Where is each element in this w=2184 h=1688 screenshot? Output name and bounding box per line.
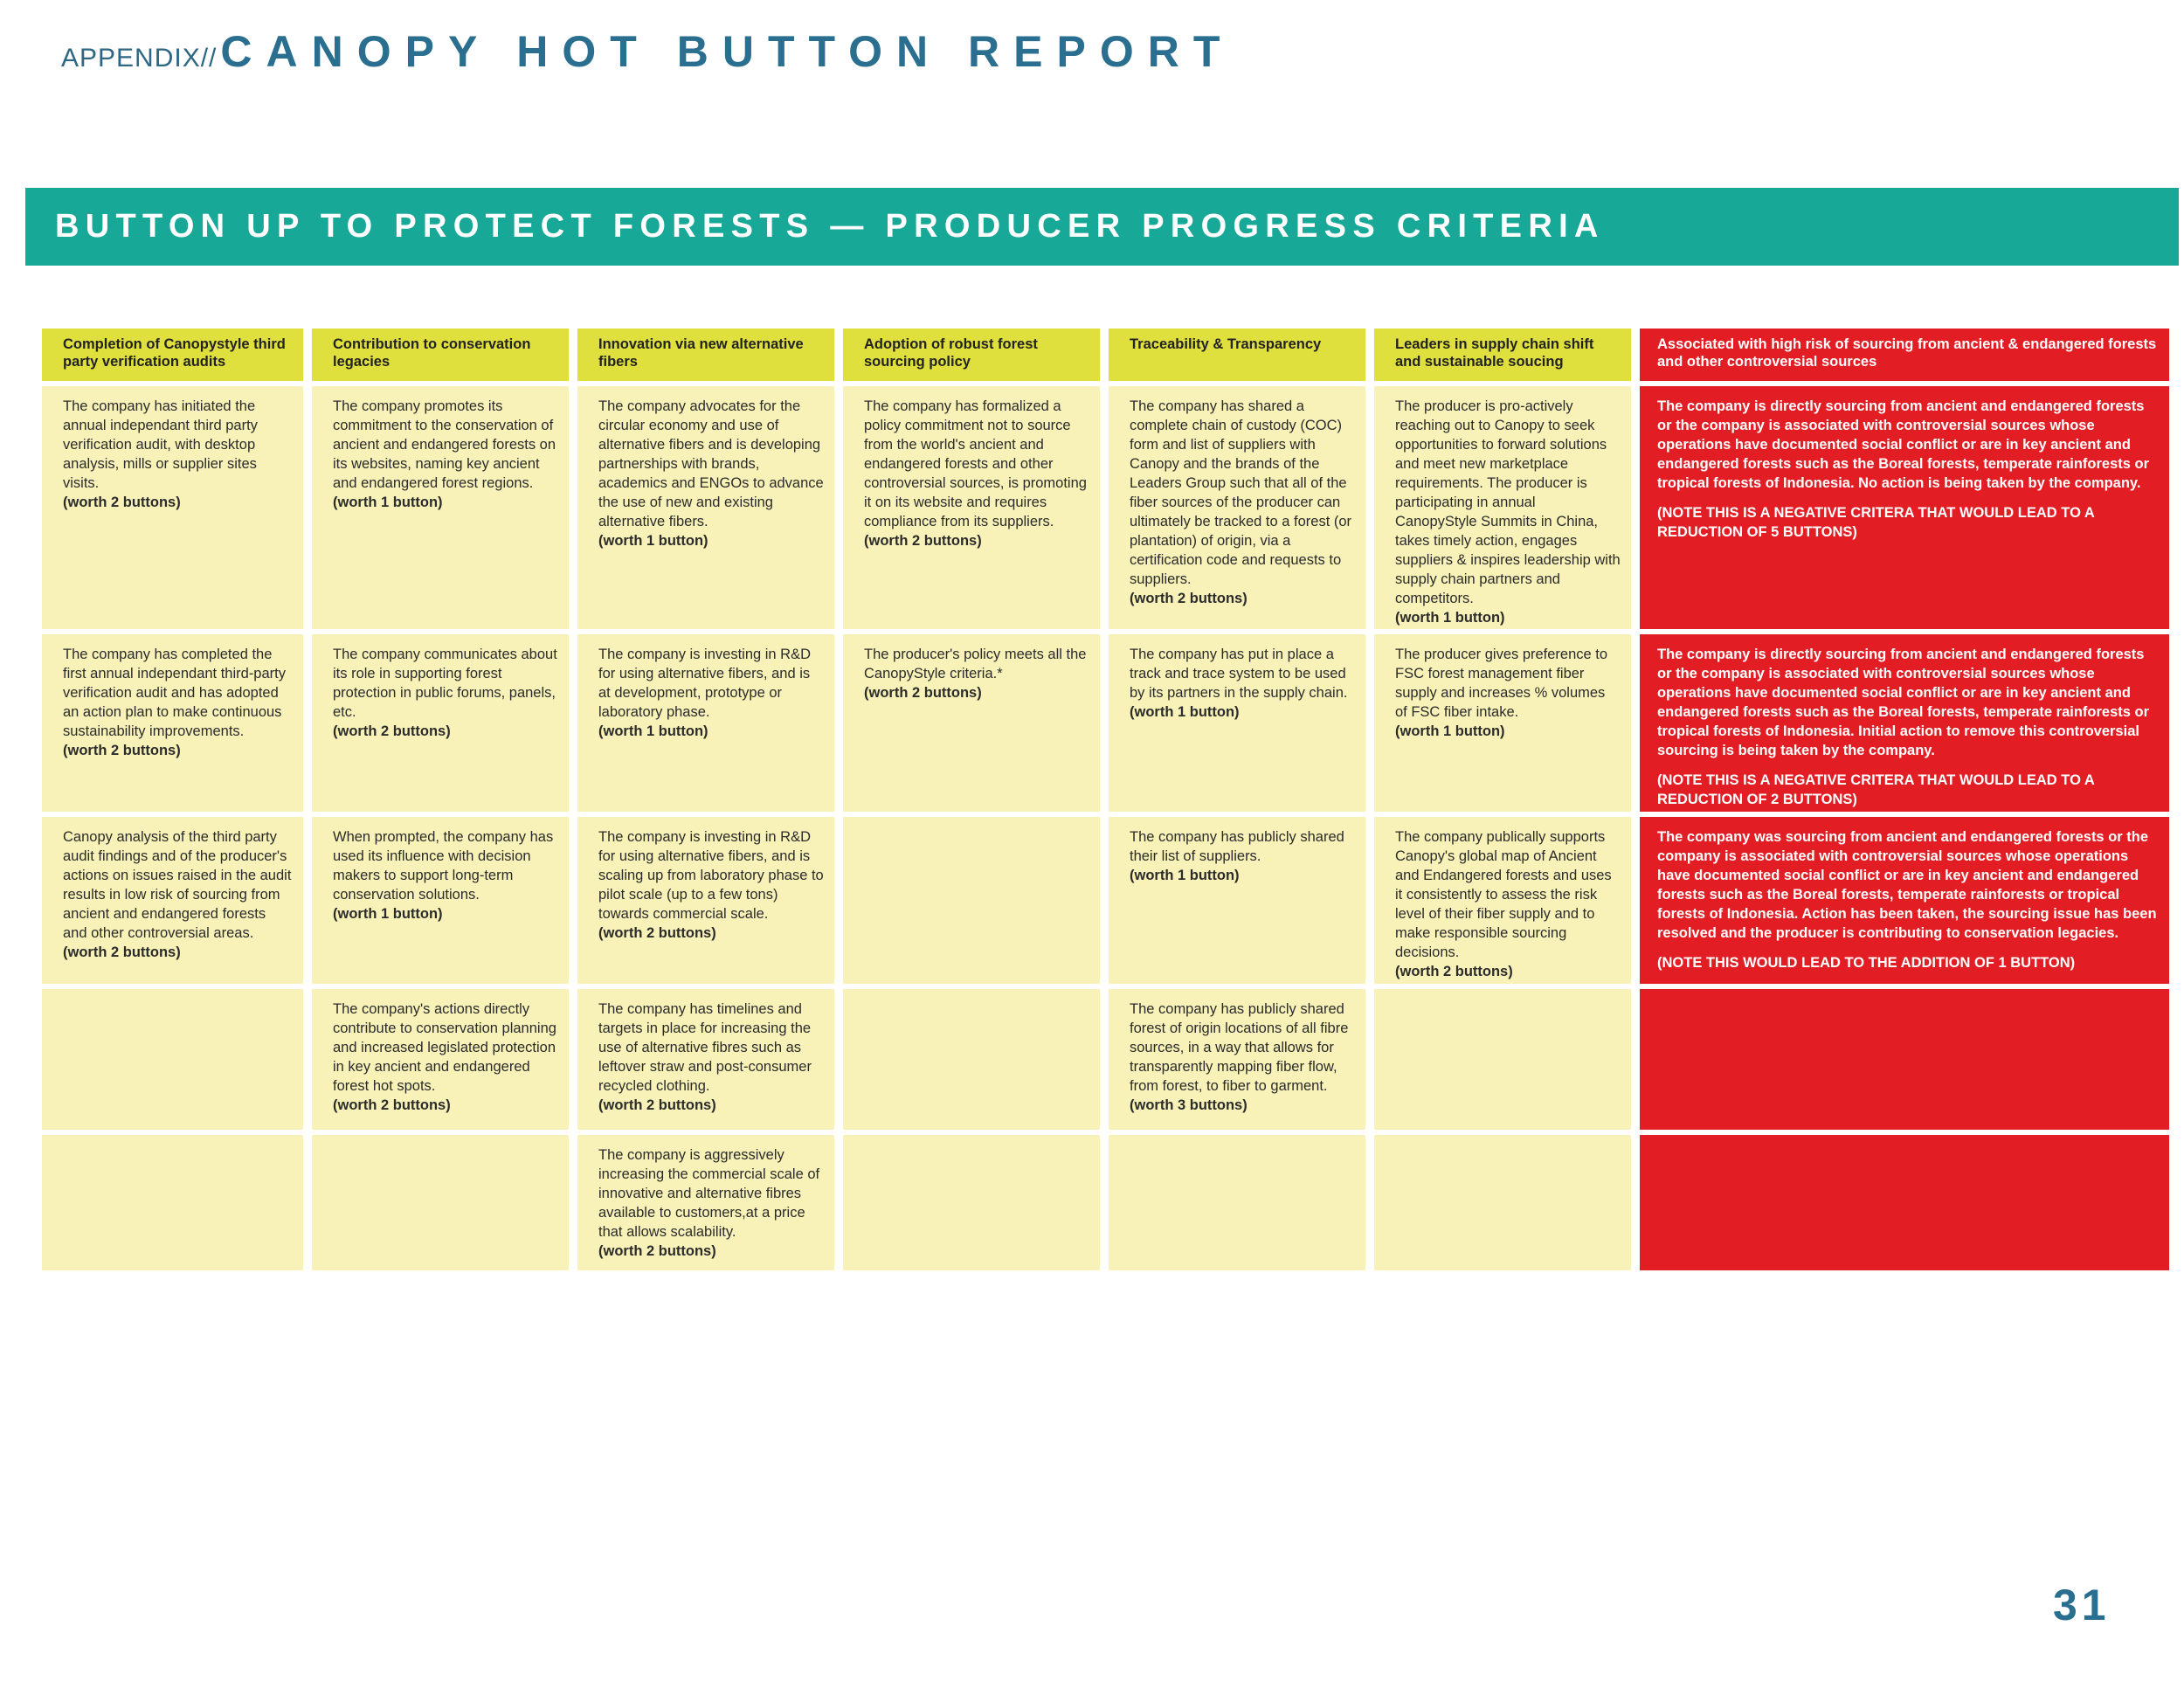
- criteria-text: The company is aggressively increasing the commercial scale of innovative and alternative fibres available to customers,at a price that allows scalability.: [598, 1147, 820, 1240]
- criteria-cell: [1109, 386, 1365, 629]
- criteria-cell: [843, 634, 1100, 812]
- button-worth: (worth 2 buttons): [598, 925, 716, 941]
- criteria-text: The producer's policy meets all the CanopyStyle criteria.*: [864, 647, 1087, 681]
- column-header: Associated with high risk of sourcing from ancient & endangered forests and other controversial sources: [1640, 329, 2169, 381]
- button-worth: (worth 2 buttons): [1395, 964, 1513, 979]
- criteria-cell: [312, 1135, 569, 1270]
- criteria-text: The company is investing in R&D for using alternative fibers, and is at development, prototype or laboratory phase.: [598, 647, 812, 720]
- criteria-text: The company has completed the first annual independant third-party verification audit and has adopted an action plan to make continuous sustainability improvements.: [63, 647, 286, 739]
- button-worth: (worth 1 button): [333, 906, 443, 922]
- criteria-cell: [577, 1135, 834, 1270]
- button-worth: (worth 1 button): [1395, 610, 1505, 626]
- criteria-text: When prompted, the company has used its influence with decision makers to support long-term conservation solutions.: [333, 829, 554, 903]
- column-header: Leaders in supply chain shift and sustainable soucing: [1374, 329, 1631, 381]
- criteria-cell: [1109, 634, 1365, 812]
- criteria-cell: [1109, 817, 1365, 984]
- criteria-cell: [1374, 1135, 1631, 1270]
- button-worth: (worth 1 button): [598, 723, 708, 739]
- button-worth: (worth 1 button): [333, 495, 443, 510]
- criteria-text: The company has timelines and targets in place for increasing the use of alternative fibres such as leftover straw and post-consumer recycled clothing.: [598, 1001, 812, 1094]
- button-worth: (worth 1 button): [1130, 868, 1240, 883]
- negative-criteria-cell: [1640, 386, 2169, 629]
- report-title: CANOPY HOT BUTTON REPORT: [220, 27, 1234, 76]
- criteria-cell: [312, 989, 569, 1130]
- criteria-text: The company has formalized a policy commitment not to source from the world's ancient and endangered forests and other controversial sources, is promoting it on its website and requires compliance from its suppliers.: [864, 398, 1087, 529]
- criteria-cell: [843, 817, 1100, 984]
- criteria-text: The company has initiated the annual independant third party verification audit, with desktop analysis, mills or supplier sites visits.: [63, 398, 258, 491]
- criteria-text: The company promotes its commitment to the conservation of ancient and endangered forests on its websites, naming key ancient and endangered forest regions.: [333, 398, 556, 491]
- criteria-cell: [1109, 1135, 1365, 1270]
- page-number: 31: [2053, 1581, 2111, 1629]
- criteria-text: The producer is pro-actively reaching out to Canopy to seek opportunities to forward solutions and meet new marketplace requirements. The producer is participating in annual CanopyStyle Summits in China, takes timely action, engages suppliers & inspires leadership with supply chain partners and competitors.: [1395, 398, 1621, 606]
- button-worth: (worth 2 buttons): [63, 743, 181, 758]
- negative-criteria-cell: [1640, 634, 2169, 812]
- negative-criteria-cell: [1640, 989, 2169, 1130]
- criteria-cell: [1374, 386, 1631, 629]
- button-worth: (worth 2 buttons): [598, 1097, 716, 1113]
- criteria-text: The company's actions directly contribute to conservation planning and increased legislated protection in key ancient and endangered forest hot spots.: [333, 1001, 556, 1094]
- criteria-cell: [42, 1135, 303, 1270]
- criteria-cell: [42, 634, 303, 812]
- criteria-cell: [843, 1135, 1100, 1270]
- criteria-cell: [577, 386, 834, 629]
- button-worth: (worth 1 button): [1395, 723, 1505, 739]
- criteria-note: (NOTE THIS IS A NEGATIVE CRITERA THAT WOULD LEAD TO A REDUCTION OF 5 BUTTONS): [1657, 505, 2095, 540]
- criteria-cell: [577, 634, 834, 812]
- button-worth: (worth 1 button): [1130, 704, 1240, 720]
- criteria-cell: [577, 817, 834, 984]
- criteria-cell: [312, 817, 569, 984]
- criteria-cell: [312, 386, 569, 629]
- criteria-note: (NOTE THIS WOULD LEAD TO THE ADDITION OF 1 BUTTON): [1657, 955, 2076, 971]
- appendix-label: APPENDIX//: [61, 44, 218, 73]
- criteria-text: The company has publicly shared forest of origin locations of all fibre sources, in a way that allows for transparently mapping fiber flow, from forest, to fiber to garment.: [1130, 1001, 1349, 1094]
- button-worth: (worth 2 buttons): [864, 533, 982, 549]
- criteria-cell: [42, 989, 303, 1130]
- criteria-text: The company has publicly shared their list of suppliers.: [1130, 829, 1344, 864]
- negative-criteria-cell: [1640, 817, 2169, 984]
- column-header: Completion of Canopystyle third party verification audits: [42, 329, 303, 381]
- button-worth: (worth 2 buttons): [63, 944, 181, 960]
- button-worth: (worth 2 buttons): [1130, 591, 1248, 606]
- criteria-text: The company is investing in R&D for using alternative fibers, and is scaling up from laboratory phase to pilot scale (up to a few tons) towards commercial scale.: [598, 829, 824, 922]
- criteria-cell: [312, 634, 569, 812]
- criteria-cell: [42, 386, 303, 629]
- criteria-text: The company is directly sourcing from ancient and endangered forests or the company is associated with controversial sources whose operations have documented social conflict or are in key ancient and endangered forests such as the Boreal forests, temperate rainforests or tropical forests of Indonesia. No action is being taken by the company.: [1657, 398, 2150, 491]
- button-worth: (worth 2 buttons): [63, 495, 181, 510]
- column-header: Innovation via new alternative fibers: [577, 329, 834, 381]
- criteria-text: The company is directly sourcing from ancient and endangered forests or the company is associated with controversial sources whose operations have documented social conflict or are in key ancient and endangered forests such as the Boreal forests, temperate rainforests or tropical forests of Indonesia. Initial action to remove this controversial sourcing is being taken by the company.: [1657, 647, 2150, 758]
- criteria-note: (NOTE THIS IS A NEGATIVE CRITERA THAT WOULD LEAD TO A REDUCTION OF 2 BUTTONS): [1657, 772, 2095, 807]
- criteria-cell: [843, 386, 1100, 629]
- criteria-text: The company has put in place a track and trace system to be used by its partners in the supply chain.: [1130, 647, 1348, 701]
- criteria-cell: [577, 989, 834, 1130]
- button-worth: (worth 2 buttons): [864, 685, 982, 701]
- criteria-table: [42, 329, 2169, 1275]
- criteria-cell: [1374, 634, 1631, 812]
- criteria-cell: [843, 989, 1100, 1130]
- column-header: Adoption of robust forest sourcing policy: [843, 329, 1100, 381]
- criteria-text: The company has shared a complete chain of custody (COC) form and list of suppliers with Canopy and the brands of the Leaders Group such that all of the fiber sources of the producer can ultimately be tracked to a forest (or plantation) of origin, via a certification code and requests to suppliers.: [1130, 398, 1352, 587]
- button-worth: (worth 3 buttons): [1130, 1097, 1248, 1113]
- criteria-cell: [1109, 989, 1365, 1130]
- criteria-cell: [42, 817, 303, 984]
- button-worth: (worth 2 buttons): [333, 1097, 451, 1113]
- criteria-text: The producer gives preference to FSC forest management fiber supply and increases % volumes of FSC fiber intake.: [1395, 647, 1608, 720]
- criteria-cell: [1374, 989, 1631, 1130]
- button-worth: (worth 2 buttons): [598, 1243, 716, 1259]
- criteria-text: The company was sourcing from ancient and endangered forests or the company is associated with controversial sources whose operations have documented social conflict or are in key ancient and endangered forests such as the Boreal forests, temperate rainforests or tropical forests of Indonesia. Action has been taken, the sourcing issue has been resolved and the producer is contributing to conservation legacies.: [1657, 829, 2157, 941]
- criteria-text: Canopy analysis of the third party audit findings and of the producer's actions on issues raised in the audit results in low risk of sourcing from ancient and endangered forests and other controversial areas.: [63, 829, 292, 941]
- negative-criteria-cell: [1640, 1135, 2169, 1270]
- button-worth: (worth 1 button): [598, 533, 708, 549]
- page-heading: [61, 26, 1234, 77]
- section-banner: BUTTON UP TO PROTECT FORESTS — PRODUCER PROGRESS CRITERIA: [25, 188, 2179, 266]
- column-header: Contribution to conservation legacies: [312, 329, 569, 381]
- button-worth: (worth 2 buttons): [333, 723, 451, 739]
- criteria-cell: [1374, 817, 1631, 984]
- criteria-text: The company communicates about its role in supporting forest protection in public forums, panels, etc.: [333, 647, 557, 720]
- criteria-text: The company publically supports Canopy's global map of Ancient and Endangered forests and uses it consistently to assess the risk level of their fiber supply and to make responsible sourcing decisions.: [1395, 829, 1612, 960]
- column-header: Traceability & Transparency: [1109, 329, 1365, 381]
- criteria-text: The company advocates for the circular economy and use of alternative fibers and is developing partnerships with brands, academics and ENGOs to advance the use of new and existing alternative fibers.: [598, 398, 824, 529]
